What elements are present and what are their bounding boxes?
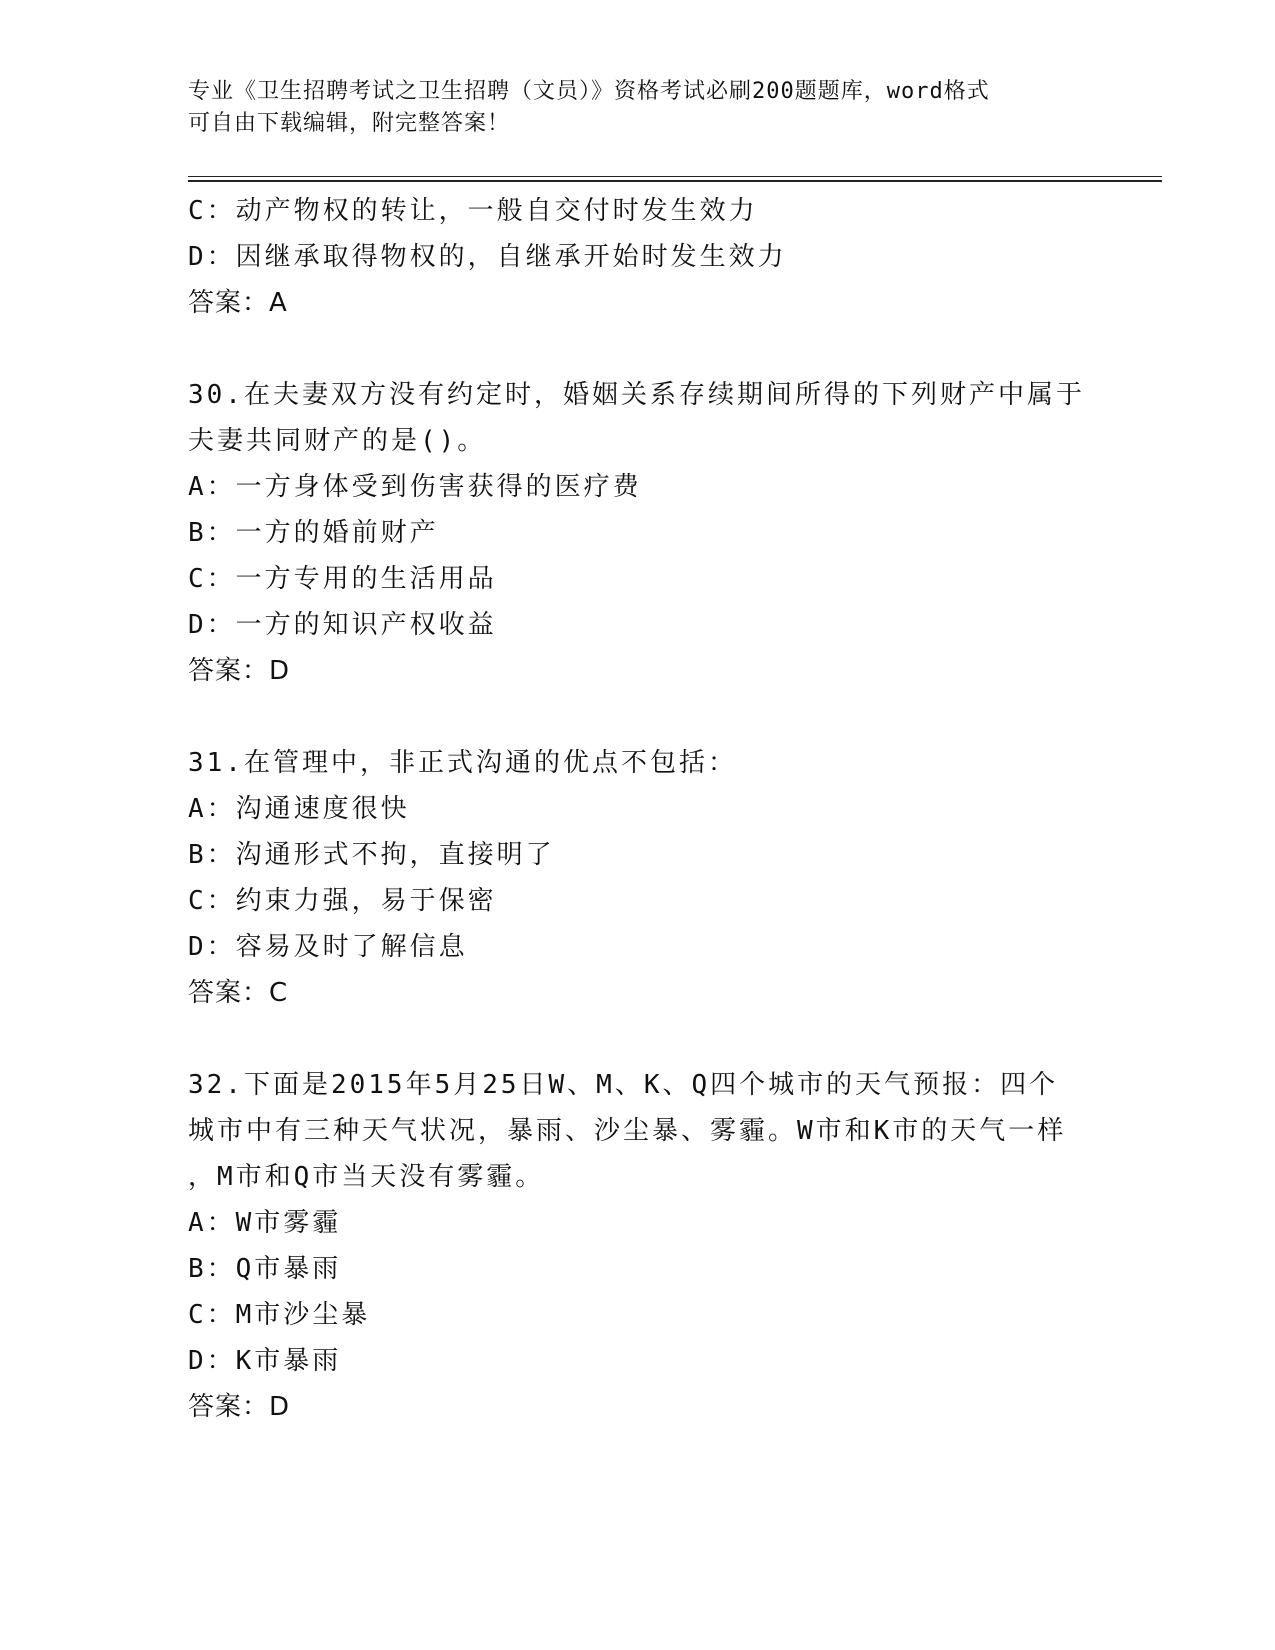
document-header xyxy=(188,76,1088,140)
question-stem-continued: ，M市和Q市当天没有雾霾。 xyxy=(188,1162,545,1192)
question-stem: 32.下面是2015年5月25日W、M、K、Q四个城市的天气预报：四个 xyxy=(188,1070,1059,1100)
option-d: D：因继承取得物权的，自继承开始时发生效力 xyxy=(188,242,787,272)
header-line-1: 专业《卫生招聘考试之卫生招聘（文员）》资格考试必刷200题题库，word格式 xyxy=(188,79,990,104)
spacer xyxy=(188,694,1088,740)
option-a: A：沟通速度很快 xyxy=(188,794,410,824)
option-b: B：Q市暴雨 xyxy=(188,1254,342,1284)
option-c: C：动产物权的转让，一般自交付时发生效力 xyxy=(188,196,758,226)
answer-line: 答案：A xyxy=(188,288,288,318)
question-stem-continued: 夫妻共同财产的是()。 xyxy=(188,426,487,456)
option-a: A：一方身体受到伤害获得的医疗费 xyxy=(188,472,642,502)
answer-line: 答案：D xyxy=(188,1392,291,1422)
question-list xyxy=(188,188,1088,1430)
option-c: C：M市沙尘暴 xyxy=(188,1300,371,1330)
option-b: B：沟通形式不拘，直接明了 xyxy=(188,840,555,870)
question-30 xyxy=(188,372,1088,694)
spacer xyxy=(188,326,1088,372)
spacer xyxy=(188,1016,1088,1062)
question-32 xyxy=(188,1062,1088,1430)
header-line-2: 可自由下载编辑，附完整答案！ xyxy=(188,111,511,136)
option-b: B：一方的婚前财产 xyxy=(188,518,439,548)
header-divider-thick xyxy=(188,180,1162,182)
option-c: C：一方专用的生活用品 xyxy=(188,564,497,594)
option-d: D：K市暴雨 xyxy=(188,1346,342,1376)
question-stem: 30.在夫妻双方没有约定时，婚姻关系存续期间所得的下列财产中属于 xyxy=(188,380,1085,410)
option-c: C：约束力强，易于保密 xyxy=(188,886,497,916)
option-d: D：一方的知识产权收益 xyxy=(188,610,497,640)
header-divider-thin xyxy=(188,176,1162,177)
option-d: D：容易及时了解信息 xyxy=(188,932,468,962)
question-31 xyxy=(188,740,1088,1016)
question-stem: 31.在管理中，非正式沟通的优点不包括： xyxy=(188,748,737,778)
answer-line: 答案：C xyxy=(188,978,289,1008)
answer-line: 答案：D xyxy=(188,656,291,686)
option-a: A：W市雾霾 xyxy=(188,1208,342,1238)
question-stem-continued: 城市中有三种天气状况，暴雨、沙尘暴、雾霾。W市和K市的天气一样 xyxy=(188,1116,1067,1146)
question-29-tail xyxy=(188,188,1088,326)
